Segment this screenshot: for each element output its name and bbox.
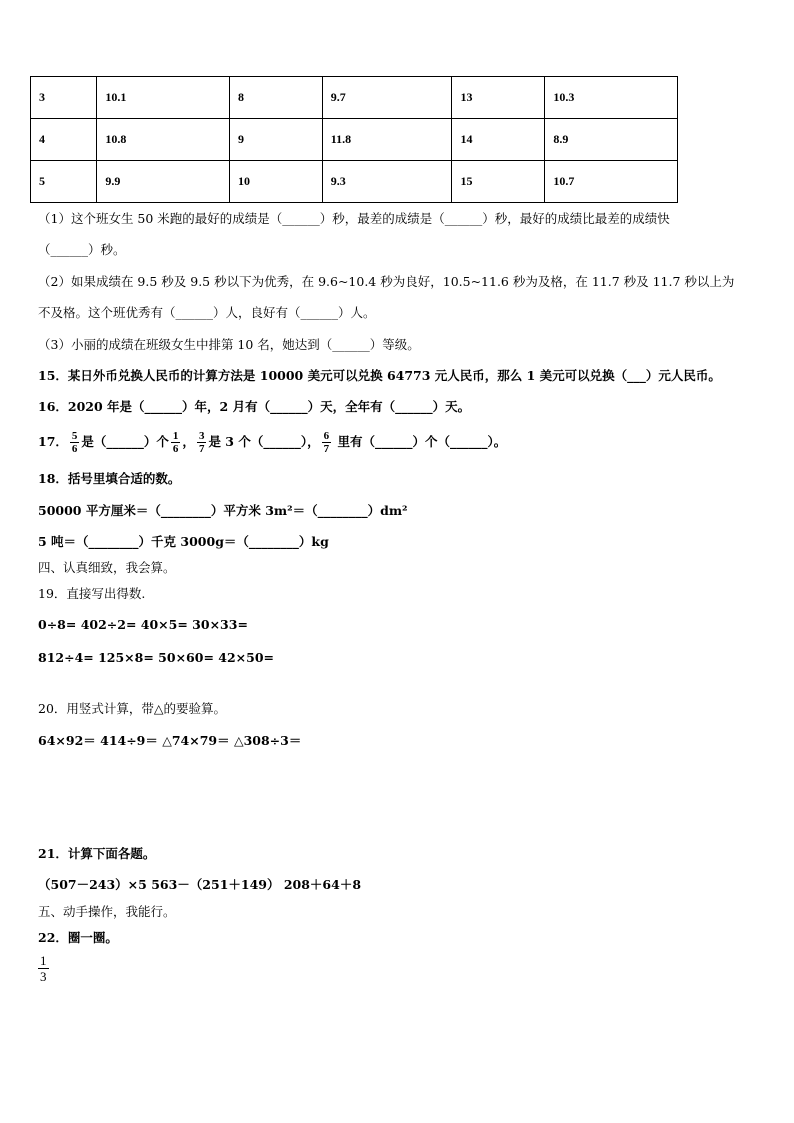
fraction-6-7: $\frac{6}{7}$ [323,430,330,455]
q14-part3: （3）小丽的成绩在班级女生中排第 10 名，她达到（______）等级。 [38,337,420,352]
table-cell: 13 [452,77,545,119]
q14-part1-line1: （1）这个班女生 50 米跑的最好的成绩是（______）秒，最差的成绩是（______）秒，最好的成绩比最差的成绩快 [38,211,670,226]
table-cell: 9 [229,119,322,161]
q17-sep: ， [182,434,195,449]
fraction-1-6: $\frac{1}{6}$ [172,430,179,455]
q17-part2: 是 3 个（______）， [208,434,320,449]
q19-line2: 812÷4= 125×8= 50×60= 42×50= [38,650,275,665]
q14-part2-line1: （2）如果成绩在 9.5 秒及 9.5 秒以下为优秀，在 9.6~10.4 秒为良好，10.5~11.6 秒为及格，在 11.7 秒及 11.7 秒以上为 [38,274,735,289]
q16-text: 16．2020 年是（______）年，2 月有（______）天，全年有（______）天。 [38,399,471,414]
q14-part2-line2: 不及格。这个班优秀有（______）人，良好有（______）人。 [38,305,376,320]
q18-title: 18．括号里填合适的数。 [38,471,181,486]
table-cell: 10.3 [545,77,678,119]
table-cell: 3 [31,77,97,119]
table-cell: 9.3 [322,161,452,203]
q19-line1: 0÷8= 402÷2= 40×5= 30×33= [38,617,248,632]
table-cell: 10.8 [97,119,230,161]
q22-title: 22．圈一圈。 [38,930,118,945]
q17-label: 17． [38,434,68,449]
section-5-heading: 五、动手操作，我能行。 [38,904,176,919]
table-cell: 4 [31,119,97,161]
q19-title: 19．直接写出得数. [38,586,146,601]
table-cell: 11.8 [322,119,452,161]
q21-line1: （507－243）×5 563－（251＋149） 208＋64＋8 [38,877,362,892]
fraction-5-6: $\frac{5}{6}$ [71,430,78,455]
table-cell: 8 [229,77,322,119]
q15-text: 15．某日外币兑换人民币的计算方法是 10000 美元可以兑换 64773 元人民币，那么 1 美元可以兑换（___）元人民币。 [38,368,721,383]
table-row [31,161,678,203]
q18-line1: 50000 平方厘米＝（________）平方米 3m²＝（________）dm² [38,503,408,518]
table-cell: 9.9 [97,161,230,203]
q18-line2: 5 吨＝（________）千克 3000g＝（________）kg [38,534,329,549]
section-4-heading: 四、认真细致，我会算。 [38,560,176,575]
q21-title: 21．计算下面各题。 [38,846,156,861]
q17-part3: 里有（______）个（______）。 [333,434,507,449]
table-cell: 5 [31,161,97,203]
q20-line1: 64×92＝ 414÷9＝ △74×79＝ △308÷3＝ [38,733,302,748]
table-row [31,119,678,161]
table-cell: 9.7 [322,77,452,119]
q17-part1: 是（______）个 [81,434,169,449]
table-cell: 8.9 [545,119,678,161]
running-scores-table [30,76,678,203]
table-cell: 14 [452,119,545,161]
q14-part1-line2: （______）秒。 [38,242,126,257]
fraction-1-3: 1 3 [40,953,47,984]
fraction-3-7: $\frac{3}{7}$ [198,430,205,455]
q17-text [38,428,506,456]
table-cell: 10 [229,161,322,203]
table-cell: 10.1 [97,77,230,119]
table-row [31,77,678,119]
table-cell: 10.7 [545,161,678,203]
q20-title: 20．用竖式计算，带△的要验算。 [38,701,227,716]
table-cell: 15 [452,161,545,203]
